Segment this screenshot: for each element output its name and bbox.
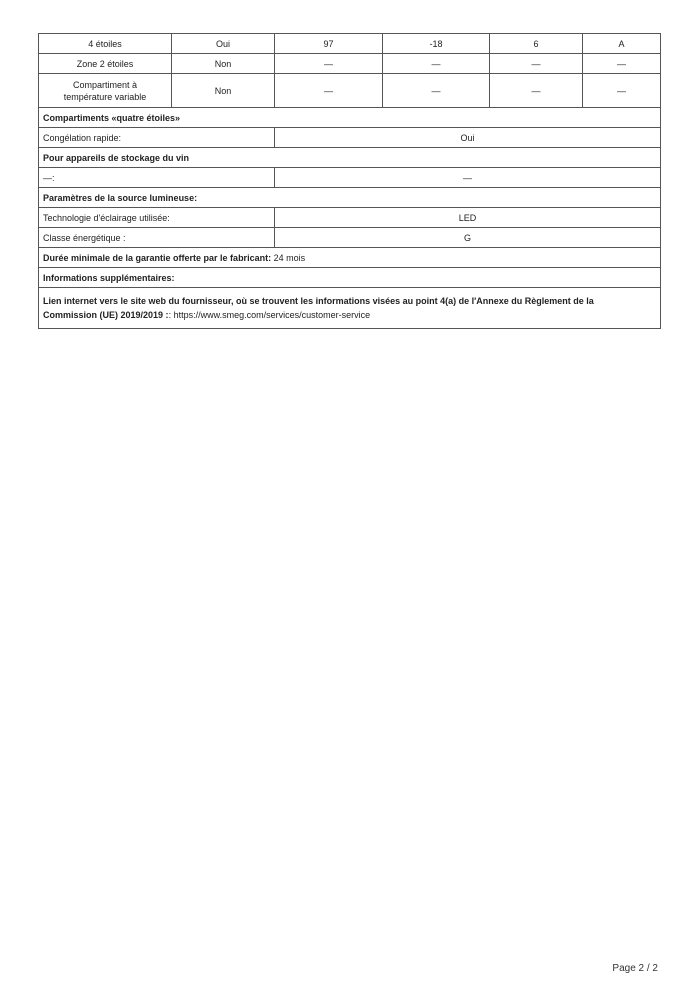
wine-value: —: [275, 168, 661, 188]
compartment-present: Non: [172, 74, 275, 108]
section-heading-row: [39, 188, 661, 208]
compartment-present: Oui: [172, 34, 275, 54]
section-heading-row: [39, 108, 661, 128]
link-label-line1: Lien internet vers le site web du fournisseur, où se trouvent les informations visées au point 4(a) de l'Annexe du Règlement de la: [43, 296, 594, 306]
supplier-link[interactable]: : https://www.smeg.com/services/customer-service: [168, 310, 371, 320]
warranty-label: Durée minimale de la garantie offerte par le fabricant:: [43, 252, 272, 263]
table-row: [39, 208, 661, 228]
product-info-table: [38, 33, 661, 329]
compartment-freeze: —: [490, 74, 583, 108]
light-heading: Paramètres de la source lumineuse:: [39, 188, 661, 208]
page-number: Page 2 / 2: [612, 963, 658, 974]
compartment-volume: 97: [275, 34, 383, 54]
section-heading-row: [39, 148, 661, 168]
extra-heading: Informations supplémentaires:: [39, 268, 661, 288]
energy-class-value: G: [275, 228, 661, 248]
compartment-temp: -18: [383, 34, 490, 54]
table-row: [39, 34, 661, 54]
compartment-temp: —: [383, 54, 490, 74]
compartment-climate: —: [583, 54, 661, 74]
fast-freeze-value: Oui: [275, 128, 661, 148]
supplier-link-cell: [39, 288, 661, 329]
wine-heading: Pour appareils de stockage du vin: [39, 148, 661, 168]
compartment-present: Non: [172, 54, 275, 74]
compartment-freeze: 6: [490, 34, 583, 54]
table-row: [39, 128, 661, 148]
compartment-name: [39, 74, 172, 108]
compartment-volume: —: [275, 54, 383, 74]
table-row: [39, 168, 661, 188]
table-row: [39, 54, 661, 74]
light-tech-value: LED: [275, 208, 661, 228]
table-row: [39, 228, 661, 248]
compartment-name: 4 étoiles: [39, 34, 172, 54]
wine-label: —:: [39, 168, 275, 188]
four-star-heading: Compartiments «quatre étoiles»: [39, 108, 661, 128]
compartment-freeze: —: [490, 54, 583, 74]
table-row: [39, 248, 661, 268]
compartment-name-line2: température variable: [63, 91, 147, 102]
compartment-climate: —: [583, 74, 661, 108]
section-heading-row: [39, 268, 661, 288]
link-label-line2: Commission (UE) 2019/2019 :: [43, 310, 169, 320]
warranty-cell: [39, 248, 661, 268]
energy-class-label: Classe énergétique :: [39, 228, 275, 248]
compartment-name: Zone 2 étoiles: [39, 54, 172, 74]
light-tech-label: Technologie d'éclairage utilisée:: [39, 208, 275, 228]
compartment-name-line1: Compartiment à: [72, 79, 138, 90]
table-row: [39, 288, 661, 329]
compartment-climate: A: [583, 34, 661, 54]
compartment-temp: —: [383, 74, 490, 108]
table-row: [39, 74, 661, 108]
compartment-volume: —: [275, 74, 383, 108]
fast-freeze-label: Congélation rapide:: [39, 128, 275, 148]
warranty-value: 24 mois: [271, 252, 306, 263]
